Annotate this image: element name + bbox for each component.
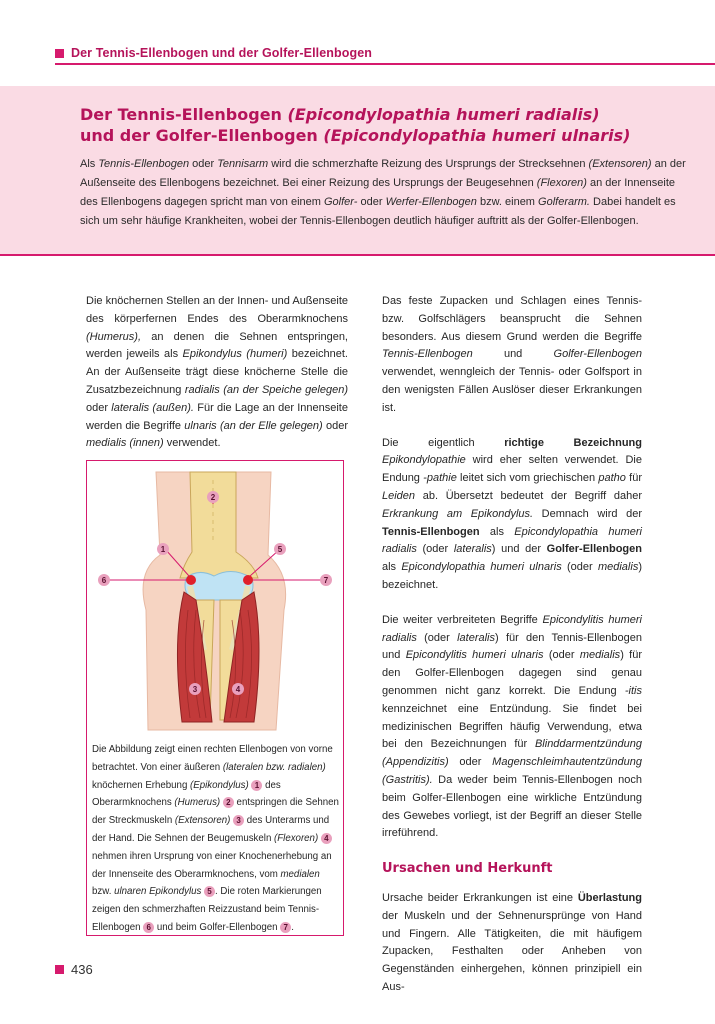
text-run: ) für den Tennis-Ellenbogen und [382,631,642,662]
text-run: medialen [280,868,320,880]
text-run: ulnaris (an der Elle gelegen) [184,419,323,432]
text-run: Tennisarm [217,158,269,170]
text-run: bezeichnet. An der Außenseite trägt diese knöcherne Stelle die Zusatzbezeichnung [86,348,348,396]
text-run: Tennis-Ellenbogen [382,348,473,361]
text-run: Epikondylus (humeri) [182,348,288,361]
figure-label-5: 5 [277,545,283,554]
text-run: radialis (an der Speiche gelegen) [184,383,348,396]
text-run: -pathie [423,472,457,485]
reference-number-badge: 5 [204,886,215,897]
text-run: des Unterarms und der Hand. Die Sehnen der Beugemuskeln [92,815,330,844]
text-run: medialis [579,649,621,662]
running-header [55,44,372,62]
figure-label-1: 1 [160,545,166,554]
text-run: oder [448,756,493,769]
figure-label-4: 4 [235,685,241,694]
text-run: ) bezeichnet. [382,561,642,591]
text-run: Golfer-Ellenbogen [546,543,642,556]
text-run: Ursache beider Erkrankungen ist eine [382,891,578,904]
text-run: Als [80,158,99,170]
text-run: knöchernen Erhebung [92,779,191,791]
text-run: (oder [416,631,458,644]
text-run: entspringen die Sehnen der Streckmuskeln [92,797,339,827]
text-run: Überlastung [577,891,642,904]
text-run: ) für den Golfer-Ellenbogen dagegen sind genau genommen nicht ganz korrekt. Die Endung [382,649,643,697]
text-run: (oder [543,649,580,662]
text-run: (Humerus), [86,330,142,343]
text-run: Die Abbildung zeigt einen rechten Ellenbogen von vorne betrachtet. Von einer äußeren [92,744,333,773]
text-run: Werfer-Ellenbogen [385,196,477,208]
text-run: Epicondylopathia humeri radialis [382,525,642,556]
text-run: -itis [624,684,642,697]
text-run: Golfer- [324,196,358,208]
text-run: verwendet. [163,437,221,450]
text-run: medialis (innen) [86,437,164,450]
right-column [382,293,642,1014]
intro-rule [0,254,715,256]
text-run: Da weder beim Tennis-Ellenbogen noch beim Golfer-Ellenbogen eine wirkliche Entzündung des Gewebes vorliegt, ist der Begriff an dieser Stelle irreführend. [382,773,642,840]
page-footer [55,962,93,977]
title-line-1: Der Tennis-Ellenbogen [80,105,288,124]
text-run: (Extensoren) [174,815,231,827]
figure-label-3: 3 [192,685,198,694]
text-run: Die weiter verbreiteten Begriffe [382,613,543,626]
title-line-2: und der Golfer-Ellenbogen [80,126,324,145]
text-run: oder [322,419,349,432]
text-run: Epicondylitis humeri radialis [382,613,642,644]
text-run: lateralis [457,631,495,644]
text-run: ulnaren Epikondylus [114,886,202,898]
elbow-anatomy-illustration [86,460,344,742]
text-run: der Muskeln und der Sehnenursprünge von Hand und Fingern. Alle Tätigkeiten, die mit häufigem Zupacken, Festhalten oder Anheben von Gegenständen einhergehen, können prinzipiell ein Aus- [382,909,642,993]
text-run: Epicondylitis humeri ulnaris [405,649,544,662]
left-paragraph [86,293,348,453]
text-run: Dabei handelt es sich um sehr häufige Krankheiten, wobei der Tennis-Ellenbogen deutlich häufiger auftritt als der Golfer-Ellenbogen. [80,196,676,227]
intro-text [80,155,695,231]
text-run: Die eigentlich [382,436,505,449]
text-run: Epikondylopathie [382,454,466,467]
text-run: ab. Übersetzt bedeutet der Begriff daher [415,489,642,502]
text-run: Erkrankung am Epikondylus. [382,507,534,520]
text-run: Demnach wird der [533,507,642,520]
footer-square-icon [55,965,64,974]
text-run: bzw. einem [476,196,539,208]
text-run: Golferarm. [538,196,590,208]
text-run: . [291,921,294,933]
text-run: des Oberarmknochens [92,779,281,809]
reference-number-badge: 7 [280,922,291,933]
figure-label-2: 2 [210,493,216,502]
text-run: als [479,525,515,538]
text-run: für [625,472,642,485]
header-square-icon [55,49,64,58]
text-run: kennzeichnet eine Entzündung. Sie findet bei medizinischen Begriffen häufig Verwendung, etwa bei den Bezeichnungen für [382,702,642,751]
text-run: . Die roten Markierungen zeigen den schmerzhaften Reizzustand beim Tennis-Ellenbogen [92,886,322,933]
text-run: Leiden [382,489,416,502]
reference-number-badge: 4 [321,833,332,844]
text-run: lateralis [453,543,492,556]
title-line-1-latin: (Epicondylopathia humeri radialis) [287,105,600,124]
running-header-title: Der Tennis-Ellenbogen und der Golfer-Ellenbogen [71,46,373,60]
text-run: an denen die Sehnen entspringen, werden jeweils als [86,330,348,361]
text-run: oder [189,158,218,170]
text-run: Epicondylopathia humeri ulnaris [401,561,562,574]
right-paragraph-4 [382,890,642,997]
figure-caption [92,741,340,937]
figure-label-6: 6 [101,576,107,585]
text-run: (Epikondylus) [190,779,249,791]
text-run: (Flexoren) [536,177,587,189]
text-run: als [382,561,402,574]
text-run: Tennis-Ellenbogen [98,158,190,170]
text-run: und [472,348,554,361]
text-run: (Extensoren) [588,158,652,170]
reference-number-badge: 3 [233,815,244,826]
figure-label-7: 7 [323,576,329,585]
text-run: (oder [561,561,598,574]
reference-number-badge: 2 [223,797,234,808]
title-line-2-latin: (Epicondylopathia humeri ulnaris) [323,126,631,145]
text-run: leitet sich vom griechischen [456,472,599,485]
reference-number-badge: 6 [143,922,154,933]
text-run: oder [357,196,386,208]
text-run: an der Außenseite des Ellenbogens bezeichnet. Bei einer Reizung des Ursprungs der Beugesehnen [80,158,686,189]
text-run: Blinddarmentzündung (Appendizitis) [382,738,642,769]
chapter-title [80,104,690,146]
text-run: bzw. [92,886,115,898]
text-run: Golfer-Ellenbogen [553,348,642,361]
text-run: lateralis (außen). [111,401,194,414]
text-run: medialis [597,561,639,574]
right-paragraph-2 [382,435,642,595]
text-run: ) und der [491,543,547,556]
header-rule [55,63,715,65]
text-run: Die knöchernen Stellen an der Innen- und Außenseite des körperfernen Endes des Oberarmknochens [86,295,348,325]
text-run: wird eher selten verwendet. Die Endung [382,454,642,485]
page-number: 436 [71,962,93,977]
text-run: an der Innenseite des Ellenbogens dagegen spricht man von einem [80,177,675,208]
text-run: Für die Lage an der Innenseite werden die Begriffe [86,401,348,432]
text-run: patho [598,472,626,485]
text-run: richtige Bezeichnung [504,436,642,449]
text-run: (oder [416,543,454,556]
text-run: oder [86,401,112,414]
text-run: Das feste Zupacken und Schlagen eines Tennis- bzw. Golfschlägers beansprucht die Sehnen besonders. Aus diesem Grund werden die Begriffe [382,295,642,343]
text-run: und beim Golfer-Ellenbogen [154,921,281,933]
text-run: (lateralen bzw. radialen) [222,761,326,773]
reference-number-badge: 1 [251,780,262,791]
text-run: Magenschleimhautentzündung (Gastritis). [382,756,642,786]
text-run: nehmen ihren Ursprung von einer Knochenerhebung an der Innenseite des Oberarmknochens, vom [92,850,332,880]
right-paragraph-3 [382,612,642,843]
section-heading: Ursachen und Herkunft [382,861,553,877]
right-paragraph-1 [382,293,642,418]
text-run: (Flexoren) [274,832,319,844]
text-run: verwendet, wenngleich der Tennis- oder Golfsport in den wenigsten Fällen Auslöser dieser Erkrankungen ist. [382,366,642,414]
left-paragraph-text [86,293,348,453]
text-run: Tennis-Ellenbogen [382,525,480,538]
text-run: (Humerus) [174,797,221,809]
text-run: wird die schmerzhafte Reizung des Ursprungs der Strecksehnen [268,158,589,170]
